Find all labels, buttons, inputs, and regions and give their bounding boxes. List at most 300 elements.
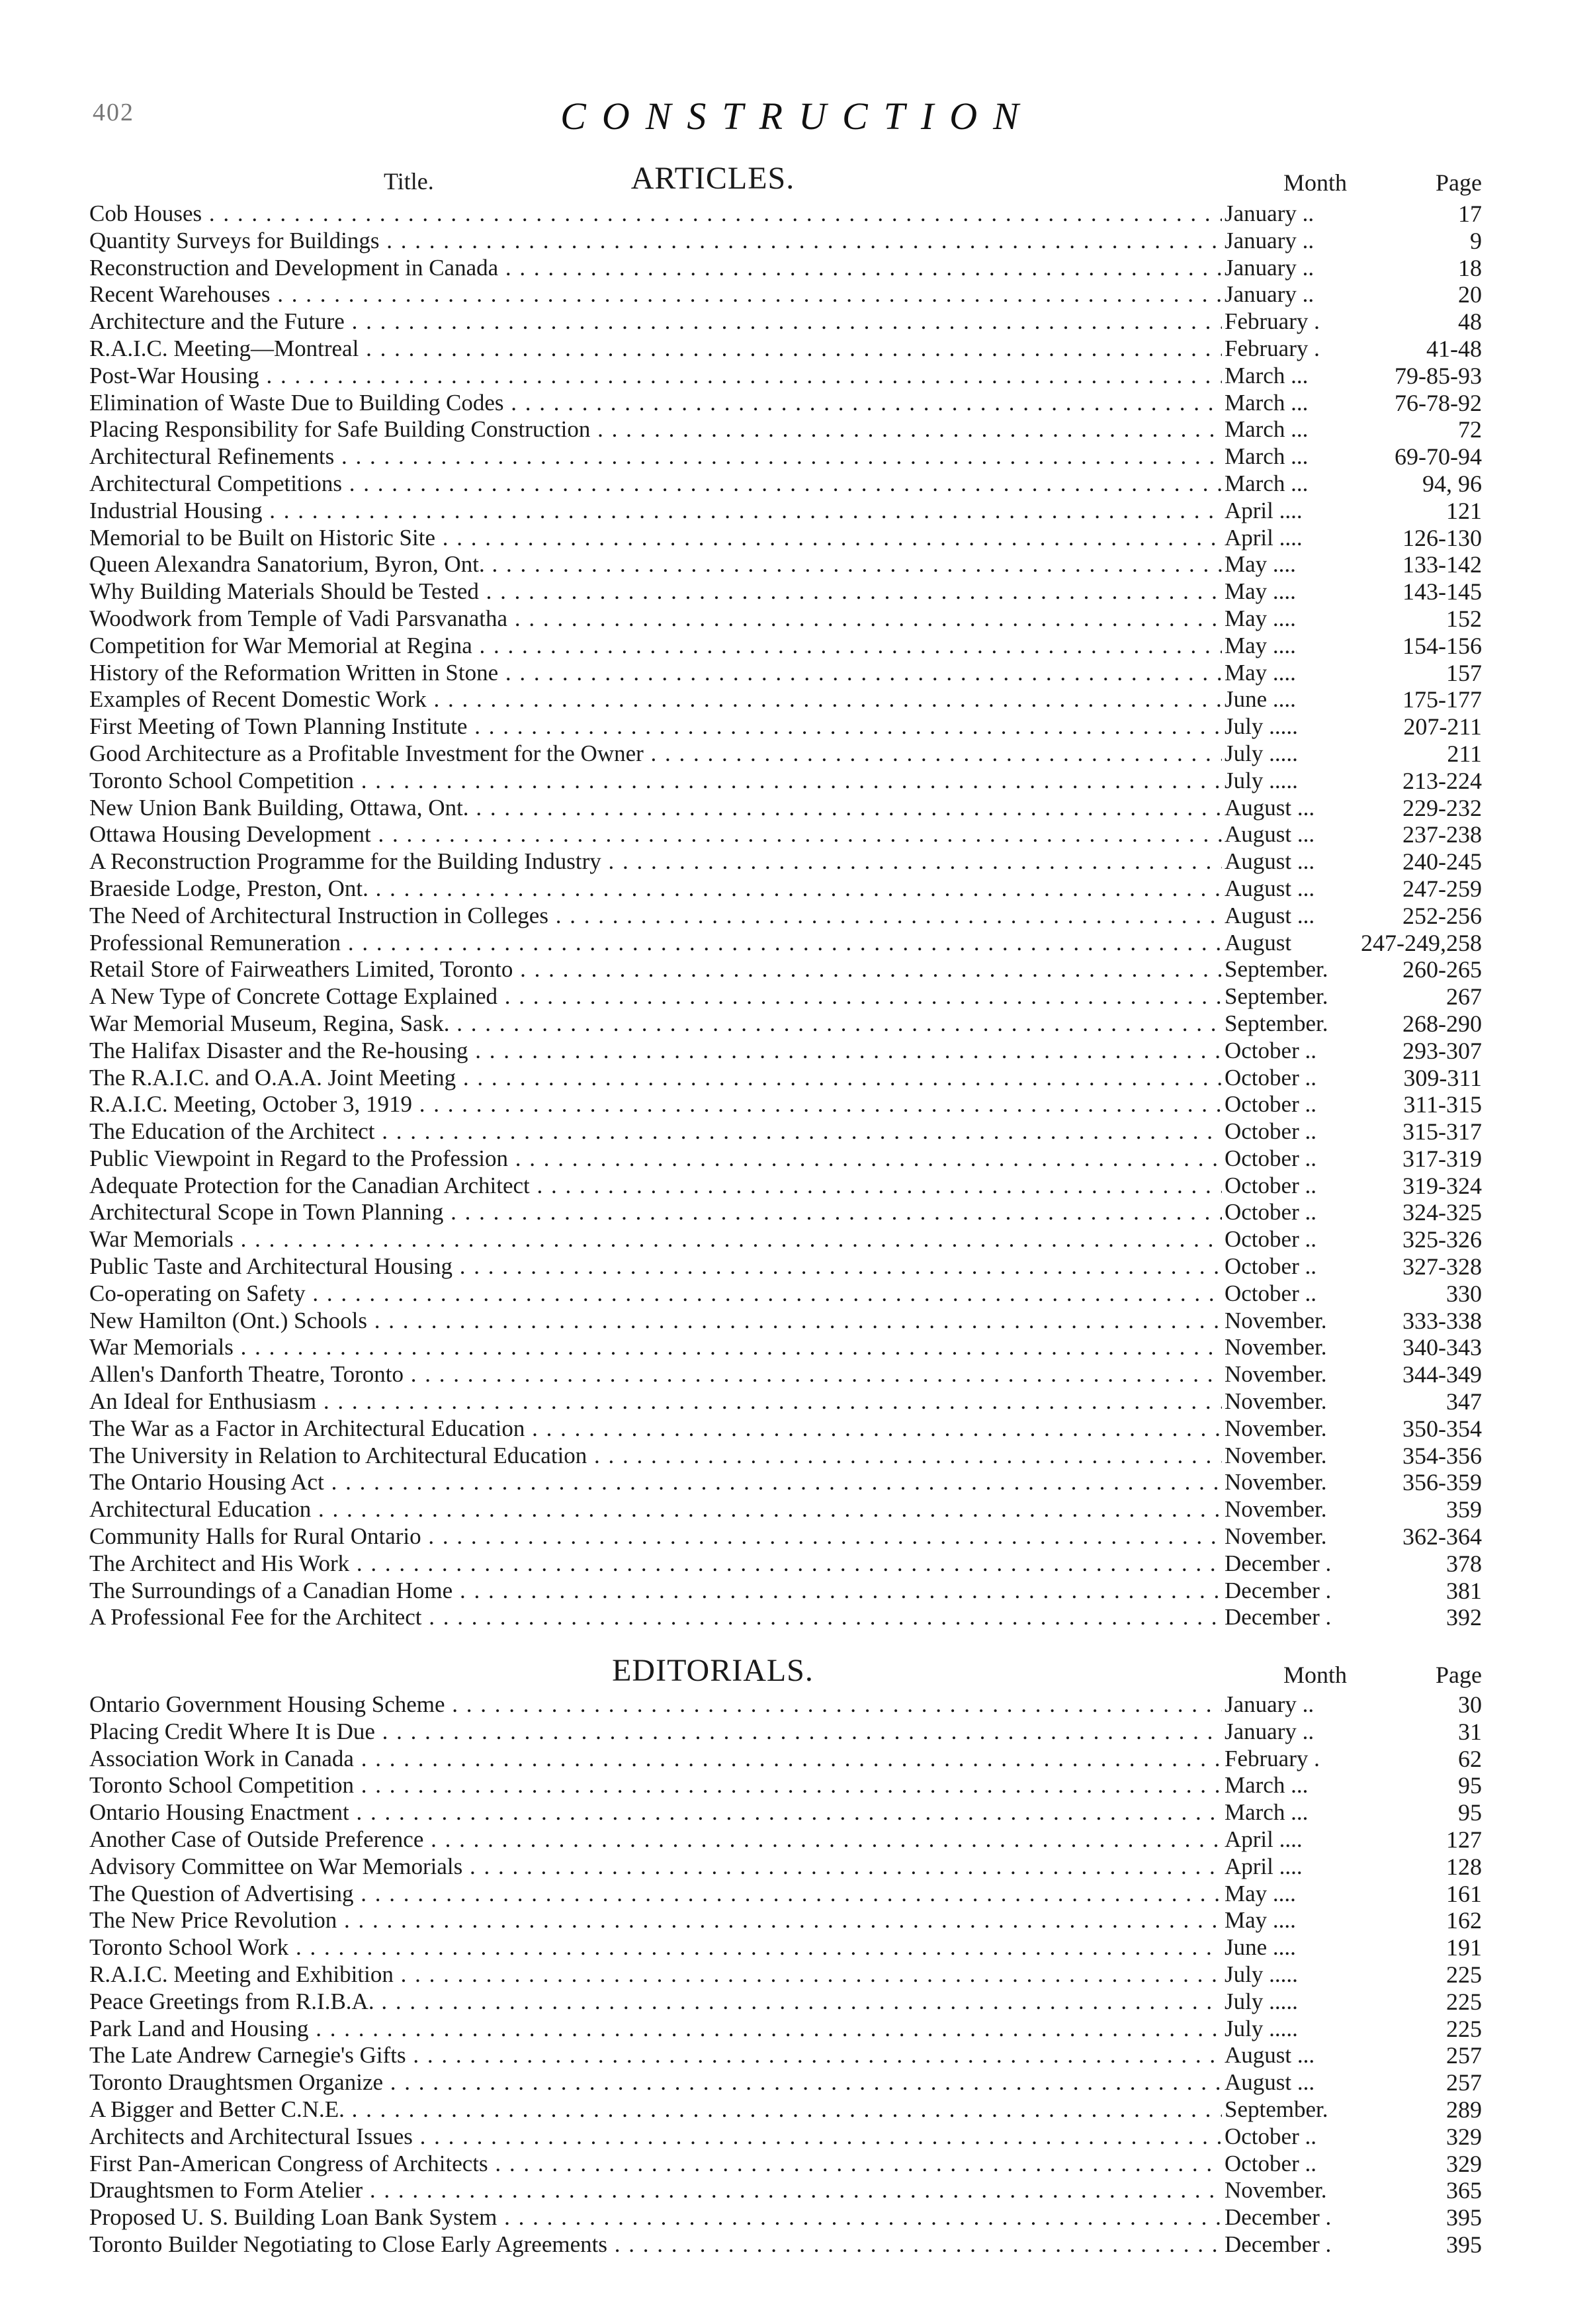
entry-page: 392 — [1446, 1604, 1482, 1631]
index-entry — [89, 1854, 1482, 1881]
entry-page: 309-311 — [1403, 1064, 1482, 1091]
entry-title: Elimination of Waste Due to Building Codes . . . — [89, 390, 1222, 417]
entry-page: 72 — [1458, 416, 1482, 443]
entry-page: 133-142 — [1402, 551, 1482, 578]
index-entry — [89, 1772, 1482, 1799]
entry-title: A Professional Fee for the Architect . . . — [89, 1604, 1222, 1631]
entry-title: R.A.I.C. Meeting and Exhibition . . . — [89, 1961, 1222, 1989]
entry-month: May .... — [1225, 551, 1296, 578]
entry-title: The Halifax Disaster and the Re-housing . . . — [89, 1038, 1222, 1065]
index-entry — [89, 228, 1482, 255]
entry-page: 76-78-92 — [1395, 389, 1482, 416]
month-column-heading: Month — [1283, 169, 1347, 196]
articles-header — [86, 162, 1482, 197]
entry-month: December . — [1225, 2231, 1332, 2257]
entry-page: 62 — [1458, 1745, 1482, 1772]
entry-month: July ..... — [1225, 740, 1298, 766]
entry-month: October .. — [1225, 1172, 1316, 1198]
entry-title: Woodwork from Temple of Vadi Parsvanatha . . . — [89, 605, 1222, 633]
index-entry — [89, 740, 1482, 768]
entry-month: October .. — [1225, 1253, 1316, 1280]
entry-title: A Bigger and Better C.N.E. . . . — [89, 2096, 1222, 2123]
entry-month: May .... — [1225, 659, 1296, 686]
index-entry — [89, 903, 1482, 930]
index-entry — [89, 1280, 1482, 1308]
entry-title: The Need of Architectural Instruction in Colleges . . . — [89, 903, 1222, 930]
entry-month: March ... — [1225, 362, 1309, 388]
index-entry — [89, 660, 1482, 687]
index-entry — [89, 1550, 1482, 1578]
entry-page: 48 — [1458, 308, 1482, 335]
entry-month: March ... — [1225, 1799, 1309, 1826]
entry-month: November. — [1225, 1496, 1327, 1523]
entry-month: May .... — [1225, 632, 1296, 658]
entry-title: Quantity Surveys for Buildings . . . — [89, 228, 1222, 255]
entry-month: October .. — [1225, 1064, 1316, 1091]
entry-title: Competition for War Memorial at Regina . . . — [89, 633, 1222, 660]
entry-page: 31 — [1458, 1718, 1482, 1745]
entry-title: Retail Store of Fairweathers Limited, Toronto . . . — [89, 956, 1222, 983]
entry-page: 157 — [1446, 659, 1482, 686]
index-entry — [89, 1881, 1482, 1908]
entry-page: 211 — [1447, 740, 1482, 767]
entry-page: 69-70-94 — [1395, 443, 1482, 470]
entry-title: R.A.I.C. Meeting—Montreal . . . — [89, 335, 1222, 363]
index-entry — [89, 1746, 1482, 1773]
index-entry — [89, 1826, 1482, 1854]
entry-month: July ..... — [1225, 2015, 1298, 2041]
entry-page: 247-259 — [1402, 875, 1482, 902]
entry-page: 395 — [1446, 2204, 1482, 2231]
entry-page: 350-354 — [1402, 1415, 1482, 1442]
entry-page: 395 — [1446, 2231, 1482, 2258]
entry-page: 207-211 — [1403, 713, 1482, 740]
entry-page: 162 — [1446, 1907, 1482, 1934]
entry-title: War Memorials . . . — [89, 1334, 1222, 1361]
entry-month: January .. — [1225, 1718, 1315, 1744]
entry-month: December . — [1225, 1604, 1332, 1631]
index-entry — [89, 255, 1482, 282]
index-entry — [89, 1934, 1482, 1961]
entry-page: 18 — [1458, 254, 1482, 281]
entry-title: Architectural Scope in Town Planning . . . — [89, 1199, 1222, 1226]
index-entry — [89, 1226, 1482, 1253]
entry-page: 9 — [1470, 227, 1482, 254]
entry-month: August — [1225, 929, 1292, 956]
entry-title: New Union Bank Building, Ottawa, Ont. . . . — [89, 795, 1222, 822]
entry-page: 161 — [1446, 1880, 1482, 1907]
entry-month: January .. — [1225, 1691, 1315, 1717]
entry-month: September. — [1225, 956, 1328, 983]
entry-month: December . — [1225, 1550, 1332, 1576]
entry-page: 229-232 — [1402, 794, 1482, 821]
index-entry — [89, 1496, 1482, 1523]
entry-page: 333-338 — [1402, 1307, 1482, 1334]
index-entry — [89, 1010, 1482, 1038]
index-entry — [89, 470, 1482, 498]
entry-title: The Question of Advertising . . . — [89, 1881, 1222, 1908]
index-entry — [89, 281, 1482, 308]
entry-month: July ..... — [1225, 767, 1298, 793]
entry-title: War Memorial Museum, Regina, Sask. . . . — [89, 1010, 1222, 1038]
index-entry — [89, 1361, 1482, 1388]
entry-month: April .... — [1225, 497, 1303, 523]
index-entry — [89, 1719, 1482, 1746]
page-column-heading: Page — [1436, 1662, 1482, 1688]
index-entry — [89, 416, 1482, 443]
entry-title: A New Type of Concrete Cottage Explained . . . — [89, 983, 1222, 1010]
page-number: 402 — [93, 99, 134, 126]
entry-page: 154-156 — [1402, 632, 1482, 659]
index-entry — [89, 1799, 1482, 1826]
entry-page: 268-290 — [1402, 1010, 1482, 1037]
index-entry — [89, 1145, 1482, 1173]
entry-month: October .. — [1225, 1091, 1316, 1118]
entry-title: Toronto School Competition . . . — [89, 1772, 1222, 1799]
entry-month: August ... — [1225, 2042, 1315, 2069]
entry-page: 257 — [1446, 2069, 1482, 2096]
entry-page: 121 — [1446, 497, 1482, 524]
entry-title: Cob Houses . . . — [89, 201, 1222, 228]
index-entry — [89, 1334, 1482, 1361]
entry-page: 213-224 — [1402, 767, 1482, 794]
entry-page: 127 — [1446, 1826, 1482, 1853]
entry-title: War Memorials . . . — [89, 1226, 1222, 1253]
entry-page: 225 — [1446, 1988, 1482, 2015]
entry-page: 143-145 — [1402, 578, 1482, 605]
index-entry — [89, 2177, 1482, 2204]
entry-page: 329 — [1446, 2123, 1482, 2150]
index-entry — [89, 1199, 1482, 1226]
entry-page: 247-249,258 — [1361, 929, 1482, 956]
entry-page: 30 — [1458, 1691, 1482, 1718]
entry-title: Public Taste and Architectural Housing . . . — [89, 1253, 1222, 1280]
entry-page: 330 — [1446, 1280, 1482, 1307]
articles-list — [89, 201, 1482, 1631]
entry-page: 354-356 — [1402, 1442, 1482, 1469]
entry-title: The Late Andrew Carnegie's Gifts . . . — [89, 2042, 1222, 2069]
entry-title: Professional Remuneration . . . — [89, 930, 1222, 957]
entry-title: The Architect and His Work . . . — [89, 1550, 1222, 1578]
index-entry — [89, 821, 1482, 848]
index-entry — [89, 1523, 1482, 1550]
entry-month: December . — [1225, 1577, 1332, 1603]
entry-month: October .. — [1225, 1226, 1316, 1253]
entry-month: September. — [1225, 983, 1328, 1010]
entry-month: May .... — [1225, 1907, 1296, 1934]
entry-month: January .. — [1225, 254, 1315, 281]
entry-page: 17 — [1458, 201, 1482, 227]
index-entry — [89, 930, 1482, 957]
entry-month: May .... — [1225, 1880, 1296, 1906]
entry-title: The War as a Factor in Architectural Education . . . — [89, 1415, 1222, 1443]
entry-month: June .... — [1225, 1934, 1296, 1961]
editorials-header — [86, 1654, 1482, 1689]
title-column-heading: Title. — [384, 168, 434, 195]
entry-month: March ... — [1225, 1772, 1309, 1799]
articles-section-title: ARTICLES. — [630, 161, 795, 196]
entry-month: April .... — [1225, 524, 1303, 551]
index-entry — [89, 2096, 1482, 2123]
entry-title: Architectural Refinements . . . — [89, 443, 1222, 470]
entry-month: December . — [1225, 2204, 1332, 2231]
entry-page: 95 — [1458, 1772, 1482, 1799]
entry-month: November. — [1225, 1307, 1327, 1333]
entry-page: 344-349 — [1402, 1361, 1482, 1388]
index-entry — [89, 2123, 1482, 2151]
entry-page: 362-364 — [1402, 1523, 1482, 1550]
entry-month: January .. — [1225, 281, 1315, 308]
entry-title: The R.A.I.C. and O.A.A. Joint Meeting . . . — [89, 1065, 1222, 1092]
entry-page: 126-130 — [1402, 524, 1482, 551]
entry-page: 260-265 — [1402, 956, 1482, 983]
entry-title: Ottawa Housing Development . . . — [89, 821, 1222, 848]
index-entry — [89, 443, 1482, 470]
entry-title: Peace Greetings from R.I.B.A. . . . — [89, 1989, 1222, 2016]
index-entry — [89, 2231, 1482, 2258]
index-entry — [89, 525, 1482, 552]
entry-month: August ... — [1225, 848, 1315, 875]
entry-month: April .... — [1225, 1853, 1303, 1879]
entry-month: September. — [1225, 1010, 1328, 1036]
entry-page: 94, 96 — [1422, 470, 1482, 497]
entry-title: Another Case of Outside Preference . . . — [89, 1826, 1222, 1854]
entry-month: October .. — [1225, 1199, 1316, 1226]
entry-month: June .... — [1225, 686, 1296, 713]
entry-title: The New Price Revolution . . . — [89, 1907, 1222, 1934]
entry-page: 257 — [1446, 2042, 1482, 2069]
entry-title: Braeside Lodge, Preston, Ont. . . . — [89, 875, 1222, 903]
entry-month: August ... — [1225, 821, 1315, 848]
index-entry — [89, 1578, 1482, 1605]
index-entry — [89, 1604, 1482, 1631]
index-entry — [89, 1308, 1482, 1335]
index-entry — [89, 201, 1482, 228]
entry-page: 315-317 — [1402, 1118, 1482, 1145]
entry-title: Toronto Builder Negotiating to Close Early Agreements . . . — [89, 2231, 1222, 2258]
index-entry — [89, 1469, 1482, 1496]
entry-month: February . — [1225, 1745, 1320, 1771]
entry-title: First Meeting of Town Planning Institute . . . — [89, 713, 1222, 740]
index-entry — [89, 1961, 1482, 1989]
entry-month: November. — [1225, 1415, 1327, 1441]
index-entry — [89, 390, 1482, 417]
entry-title: The Education of the Architect . . . — [89, 1118, 1222, 1145]
entry-title: Architectural Education . . . — [89, 1496, 1222, 1523]
entry-title: Community Halls for Rural Ontario . . . — [89, 1523, 1222, 1550]
entry-month: October .. — [1225, 1037, 1316, 1063]
entry-month: October .. — [1225, 1118, 1316, 1145]
entry-title: Architecture and the Future . . . — [89, 308, 1222, 335]
entry-month: April .... — [1225, 1826, 1303, 1852]
index-entry — [89, 795, 1482, 822]
entry-page: 365 — [1446, 2177, 1482, 2204]
entry-month: August ... — [1225, 875, 1315, 901]
entry-page: 252-256 — [1402, 902, 1482, 929]
entry-page: 237-238 — [1402, 821, 1482, 848]
entry-title: Toronto School Competition . . . — [89, 768, 1222, 795]
index-entry — [89, 1065, 1482, 1092]
index-entry — [89, 875, 1482, 903]
entry-page: 347 — [1446, 1388, 1482, 1415]
entry-month: October .. — [1225, 2123, 1316, 2149]
entry-title: First Pan-American Congress of Architects . . . — [89, 2151, 1222, 2178]
index-entry — [89, 2016, 1482, 2043]
entry-month: November. — [1225, 1469, 1327, 1496]
index-entry — [89, 956, 1482, 983]
entry-page: 267 — [1446, 983, 1482, 1010]
entry-page: 317-319 — [1402, 1145, 1482, 1172]
entry-page: 340-343 — [1402, 1334, 1482, 1361]
entry-page: 41-48 — [1426, 335, 1482, 362]
entry-title: Good Architecture as a Profitable Investment for the Owner . . . — [89, 740, 1222, 768]
entry-page: 152 — [1446, 605, 1482, 632]
entry-month: February . — [1225, 308, 1320, 335]
entry-month: November. — [1225, 1442, 1327, 1468]
entry-title: Adequate Protection for the Canadian Architect . . . — [89, 1173, 1222, 1200]
entry-month: November. — [1225, 1334, 1327, 1361]
entry-title: Recent Warehouses . . . — [89, 281, 1222, 308]
entry-month: January .. — [1225, 201, 1315, 226]
entry-page: 175-177 — [1402, 686, 1482, 713]
index-entry — [89, 1443, 1482, 1470]
entry-month: August ... — [1225, 2069, 1315, 2096]
entry-month: August ... — [1225, 902, 1315, 928]
index-entry — [89, 1989, 1482, 2016]
entry-title: Architectural Competitions . . . — [89, 470, 1222, 498]
entry-month: November. — [1225, 1523, 1327, 1550]
index-entry — [89, 1907, 1482, 1934]
index-entry — [89, 1388, 1482, 1415]
entry-month: March ... — [1225, 416, 1309, 443]
index-entry — [89, 2042, 1482, 2069]
month-column-heading: Month — [1283, 1662, 1347, 1688]
index-entry — [89, 848, 1482, 875]
entry-title: Memorial to be Built on Historic Site . . . — [89, 525, 1222, 552]
entry-title: Architects and Architectural Issues . . . — [89, 2123, 1222, 2151]
entry-month: March ... — [1225, 443, 1309, 470]
entry-title: Reconstruction and Development in Canada . . . — [89, 255, 1222, 282]
page-column-heading: Page — [1436, 169, 1482, 196]
index-entry — [89, 2151, 1482, 2178]
entry-title: The Ontario Housing Act . . . — [89, 1469, 1222, 1496]
entry-title: Association Work in Canada . . . — [89, 1746, 1222, 1773]
index-entry — [89, 551, 1482, 578]
entry-month: January .. — [1225, 227, 1315, 253]
index-entry — [89, 1173, 1482, 1200]
entry-title: Ontario Government Housing Scheme . . . — [89, 1691, 1222, 1719]
editorials-list — [89, 1691, 1482, 2258]
entry-page: 359 — [1446, 1496, 1482, 1523]
entry-month: July ..... — [1225, 713, 1298, 740]
entry-title: Public Viewpoint in Regard to the Profession . . . — [89, 1145, 1222, 1173]
entry-page: 20 — [1458, 281, 1482, 308]
entry-title: The University in Relation to Architectural Education . . . — [89, 1443, 1222, 1470]
entry-title: Examples of Recent Domestic Work . . . — [89, 686, 1222, 713]
entry-page: 381 — [1446, 1577, 1482, 1604]
entry-title: Advisory Committee on War Memorials . . . — [89, 1854, 1222, 1881]
entry-month: November. — [1225, 2177, 1327, 2204]
index-entry — [89, 1415, 1482, 1443]
index-entry — [89, 1691, 1482, 1719]
entry-page: 311-315 — [1403, 1091, 1482, 1118]
entry-month: May .... — [1225, 605, 1296, 631]
entry-month: November. — [1225, 1388, 1327, 1415]
entry-title: Post-War Housing . . . — [89, 363, 1222, 390]
entry-title: R.A.I.C. Meeting, October 3, 1919 . . . — [89, 1091, 1222, 1118]
index-entry — [89, 686, 1482, 713]
index-entry — [89, 2069, 1482, 2096]
entry-month: March ... — [1225, 470, 1309, 496]
entry-month: February . — [1225, 335, 1320, 361]
index-entry — [89, 498, 1482, 525]
index-entry — [89, 713, 1482, 740]
entry-title: Placing Credit Where It is Due . . . — [89, 1719, 1222, 1746]
entry-title: Why Building Materials Should be Tested . . . — [89, 578, 1222, 605]
entry-title: Queen Alexandra Sanatorium, Byron, Ont. . . . — [89, 551, 1222, 578]
entry-page: 191 — [1446, 1934, 1482, 1961]
entry-page: 289 — [1446, 2096, 1482, 2123]
entry-page: 327-328 — [1402, 1253, 1482, 1280]
entry-page: 356-359 — [1402, 1469, 1482, 1496]
index-entry — [89, 983, 1482, 1010]
running-title: CONSTRUCTION — [560, 95, 1035, 138]
index-entry — [89, 633, 1482, 660]
entry-title: Industrial Housing . . . — [89, 498, 1222, 525]
index-entry — [89, 335, 1482, 363]
entry-month: September. — [1225, 2096, 1328, 2122]
entry-title: The Surroundings of a Canadian Home . . . — [89, 1578, 1222, 1605]
entry-title: Ontario Housing Enactment . . . — [89, 1799, 1222, 1826]
entry-page: 329 — [1446, 2150, 1482, 2177]
entry-month: November. — [1225, 1361, 1327, 1388]
entry-month: March ... — [1225, 389, 1309, 416]
entry-month: July ..... — [1225, 1961, 1298, 1987]
entry-title: Proposed U. S. Building Loan Bank System . . . — [89, 2204, 1222, 2231]
index-entry — [89, 363, 1482, 390]
index-entry — [89, 1091, 1482, 1118]
entry-month: October .. — [1225, 1280, 1316, 1306]
entry-month: July ..... — [1225, 1988, 1298, 2014]
entry-page: 325-326 — [1402, 1226, 1482, 1253]
entry-month: August ... — [1225, 794, 1315, 821]
entry-title: An Ideal for Enthusiasm . . . — [89, 1388, 1222, 1415]
entry-month: May .... — [1225, 578, 1296, 605]
entry-month: October .. — [1225, 1145, 1316, 1171]
entry-page: 378 — [1446, 1550, 1482, 1577]
entry-page: 79-85-93 — [1395, 362, 1482, 389]
entry-title: History of the Reformation Written in Stone . . . — [89, 660, 1222, 687]
entry-page: 225 — [1446, 1961, 1482, 1988]
index-entry — [89, 578, 1482, 605]
entry-title: Toronto Draughtsmen Organize . . . — [89, 2069, 1222, 2096]
entry-title: Toronto School Work . . . — [89, 1934, 1222, 1961]
entry-title: Placing Responsibility for Safe Building Construction . . . — [89, 416, 1222, 443]
entry-title: A Reconstruction Programme for the Building Industry . . . — [89, 848, 1222, 875]
entry-page: 293-307 — [1402, 1037, 1482, 1064]
entry-title: Allen's Danforth Theatre, Toronto . . . — [89, 1361, 1222, 1388]
editorials-section-title: EDITORIALS. — [612, 1653, 814, 1688]
entry-month: October .. — [1225, 2150, 1316, 2176]
index-entry — [89, 605, 1482, 633]
entry-page: 95 — [1458, 1799, 1482, 1826]
entry-page: 225 — [1446, 2015, 1482, 2042]
index-entry — [89, 308, 1482, 335]
entry-title: Draughtsmen to Form Atelier . . . — [89, 2177, 1222, 2204]
entry-page: 240-245 — [1402, 848, 1482, 875]
index-entry — [89, 1253, 1482, 1280]
index-entry — [89, 1038, 1482, 1065]
